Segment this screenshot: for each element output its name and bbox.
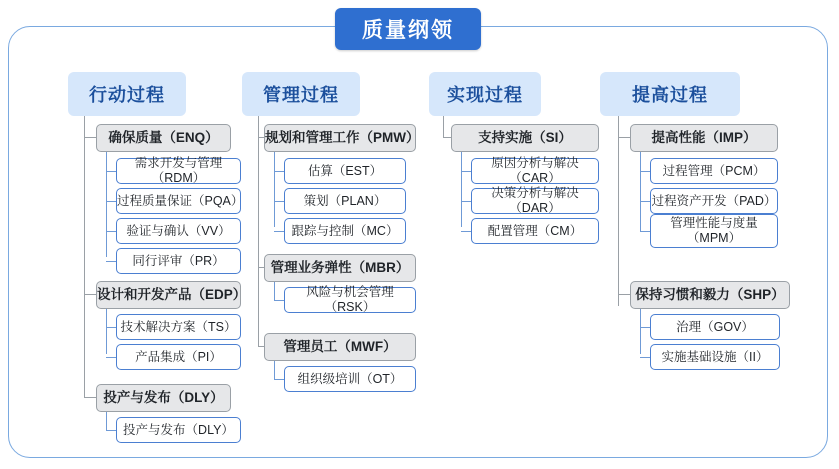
connector-leaf <box>461 231 471 232</box>
leaf-node-vv[interactable]: 验证与确认（VV） <box>116 218 241 244</box>
group-node-shp[interactable]: 保持习惯和毅力（SHP） <box>630 281 790 309</box>
connector-leaf <box>274 171 284 172</box>
connector-leaf <box>461 201 471 202</box>
column-header-realize: 实现过程 <box>429 72 541 116</box>
connector-leaf <box>640 231 650 232</box>
connector-branch <box>443 137 451 138</box>
connector-leaf <box>274 231 284 232</box>
diagram-title: 质量纲领 <box>335 8 481 50</box>
group-node-dly[interactable]: 投产与发布（DLY） <box>96 384 231 412</box>
connector-spine-realize <box>443 116 444 138</box>
leaf-node-ts[interactable]: 技术解决方案（TS） <box>116 314 241 340</box>
leaf-node-pi[interactable]: 产品集成（PI） <box>116 344 241 370</box>
leaf-node-pr[interactable]: 同行评审（PR） <box>116 248 241 274</box>
leaf-node-ot[interactable]: 组织级培训（OT） <box>284 366 416 392</box>
leaf-node-ii[interactable]: 实施基础设施（II） <box>650 344 780 370</box>
connector-branch <box>618 137 630 138</box>
group-node-mwf[interactable]: 管理员工（MWF） <box>264 333 416 361</box>
leaf-node-rdm[interactable]: 需求开发与管理（RDM） <box>116 158 241 184</box>
connector-leaf <box>106 231 116 232</box>
connector-spine-improve <box>618 116 619 306</box>
connector-leaf <box>106 171 116 172</box>
connector-leaf <box>274 300 284 301</box>
leaf-node-pqa[interactable]: 过程质量保证（PQA） <box>116 188 241 214</box>
leaf-node-mc[interactable]: 跟踪与控制（MC） <box>284 218 406 244</box>
connector-spine-action <box>84 116 85 398</box>
connector-subspine <box>106 309 107 354</box>
column-header-action: 行动过程 <box>68 72 186 116</box>
leaf-node-cm[interactable]: 配置管理（CM） <box>471 218 599 244</box>
connector-subspine <box>274 152 275 227</box>
leaf-node-dar[interactable]: 决策分析与解决（DAR） <box>471 188 599 214</box>
connector-subspine <box>640 309 641 354</box>
group-node-si[interactable]: 支持实施（SI） <box>451 124 599 152</box>
leaf-node-est[interactable]: 估算（EST） <box>284 158 406 184</box>
group-node-edp[interactable]: 设计和开发产品（EDP） <box>96 281 241 309</box>
group-node-imp[interactable]: 提高性能（IMP） <box>630 124 778 152</box>
connector-subspine <box>640 152 641 231</box>
connector-leaf <box>106 357 116 358</box>
connector-leaf <box>106 430 116 431</box>
connector-subspine <box>106 412 107 430</box>
connector-branch <box>84 137 96 138</box>
connector-leaf <box>640 171 650 172</box>
leaf-node-car[interactable]: 原因分析与解决（CAR） <box>471 158 599 184</box>
connector-leaf <box>640 201 650 202</box>
leaf-node-plan[interactable]: 策划（PLAN） <box>284 188 406 214</box>
leaf-node-gov[interactable]: 治理（GOV） <box>650 314 780 340</box>
column-header-manage: 管理过程 <box>242 72 360 116</box>
connector-leaf <box>640 357 650 358</box>
connector-leaf <box>640 327 650 328</box>
leaf-node-dly[interactable]: 投产与发布（DLY） <box>116 417 241 443</box>
leaf-node-pcm[interactable]: 过程管理（PCM） <box>650 158 778 184</box>
connector-subspine <box>106 152 107 257</box>
connector-subspine <box>274 282 275 300</box>
connector-spine-manage <box>258 116 259 346</box>
connector-leaf <box>106 201 116 202</box>
leaf-node-pad[interactable]: 过程资产开发（PAD） <box>650 188 778 214</box>
group-node-pmw[interactable]: 规划和管理工作（PMW） <box>264 124 416 152</box>
column-header-improve: 提高过程 <box>600 72 740 116</box>
leaf-node-mpm[interactable]: 管理性能与度量（MPM） <box>650 214 778 248</box>
connector-branch <box>84 397 96 398</box>
connector-leaf <box>461 171 471 172</box>
leaf-node-rsk[interactable]: 风险与机会管理（RSK） <box>284 287 416 313</box>
connector-leaf <box>274 201 284 202</box>
connector-subspine <box>274 361 275 379</box>
group-node-mbr[interactable]: 管理业务弹性（MBR） <box>264 254 416 282</box>
connector-branch <box>618 294 630 295</box>
connector-leaf <box>274 379 284 380</box>
connector-subspine <box>461 152 462 227</box>
connector-branch <box>84 294 96 295</box>
connector-leaf <box>106 327 116 328</box>
connector-leaf <box>106 261 116 262</box>
group-node-enq[interactable]: 确保质量（ENQ） <box>96 124 231 152</box>
